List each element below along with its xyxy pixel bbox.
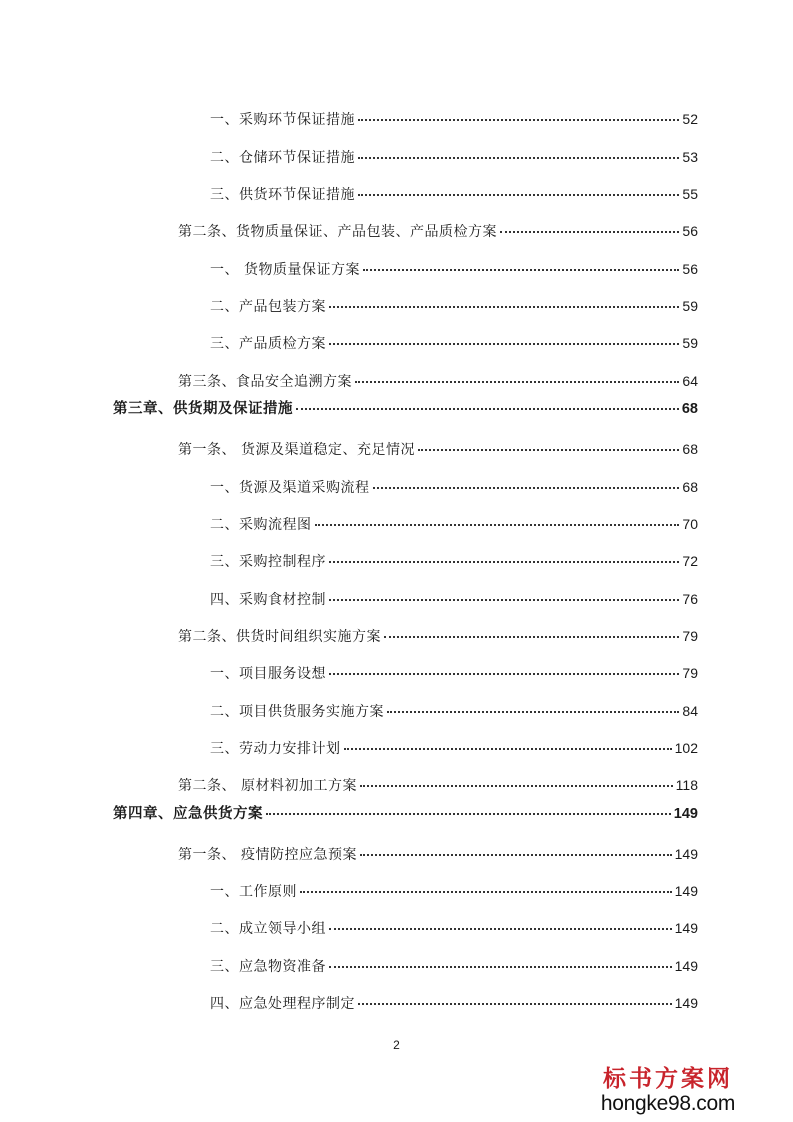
toc-subsection-entry[interactable] — [210, 334, 698, 353]
toc-subsection-entry[interactable] — [210, 478, 698, 497]
toc-dot-leader — [315, 524, 680, 526]
toc-dot-leader — [329, 599, 679, 601]
watermark-name: 标书方案网 — [603, 1065, 733, 1092]
toc-entry-title: 三、产品质检方案 — [210, 336, 326, 352]
toc-entry-title: 二、产品包装方案 — [210, 299, 326, 315]
toc-entry-title: 第一条、 疫情防控应急预案 — [178, 847, 357, 863]
toc-entry-page: 55 — [682, 186, 698, 202]
toc-dot-leader — [360, 785, 673, 787]
toc-subsection-entry[interactable] — [210, 957, 698, 976]
toc-subsection-entry[interactable] — [210, 882, 698, 901]
toc-entry-title: 一、 货物质量保证方案 — [210, 262, 360, 278]
toc-entry-page: 68 — [682, 441, 698, 457]
toc-subsection-entry[interactable] — [210, 590, 698, 609]
toc-entry-title: 一、工作原则 — [210, 884, 297, 900]
toc-entry-page: 149 — [674, 920, 698, 936]
toc-dot-leader — [360, 854, 672, 856]
toc-dot-leader — [500, 231, 679, 233]
toc-dot-leader — [329, 343, 679, 345]
toc-entry-title: 第二条、 原材料初加工方案 — [178, 778, 357, 794]
toc-entry-title: 第三条、食品安全追溯方案 — [178, 374, 352, 390]
toc-chapter-entry[interactable] — [113, 805, 698, 823]
toc-subsection-entry[interactable] — [210, 919, 698, 938]
toc-dot-leader — [329, 306, 679, 308]
toc-section-entry[interactable] — [178, 627, 698, 646]
toc-entry-title: 四、应急处理程序制定 — [210, 996, 355, 1012]
toc-entry-page: 56 — [682, 261, 698, 277]
toc-chapter-entry[interactable] — [113, 400, 698, 418]
toc-entry-title: 二、采购流程图 — [210, 517, 312, 533]
toc-entry-page: 149 — [674, 846, 698, 862]
toc-entry-page: 149 — [674, 995, 698, 1011]
site-watermark — [553, 1066, 783, 1116]
toc-entry-title: 二、仓储环节保证措施 — [210, 150, 355, 166]
toc-subsection-entry[interactable] — [210, 297, 698, 316]
toc-entry-page: 70 — [682, 516, 698, 532]
toc-dot-leader — [296, 408, 679, 410]
toc-entry-page: 68 — [682, 479, 698, 495]
toc-subsection-entry[interactable] — [210, 260, 698, 279]
toc-entry-page: 149 — [674, 958, 698, 974]
toc-dot-leader — [329, 673, 679, 675]
toc-entry-page: 118 — [675, 777, 698, 793]
toc-entry-page: 79 — [682, 665, 698, 681]
toc-dot-leader — [344, 748, 672, 750]
toc-entry-title: 三、应急物资准备 — [210, 959, 326, 975]
toc-dot-leader — [373, 487, 680, 489]
toc-entry-title: 二、成立领导小组 — [210, 921, 326, 937]
page-number: 2 — [393, 1038, 400, 1052]
toc-subsection-entry[interactable] — [210, 552, 698, 571]
toc-section-entry[interactable] — [178, 845, 698, 864]
toc-entry-page: 76 — [682, 591, 698, 607]
toc-entry-title: 一、项目服务设想 — [210, 666, 326, 682]
toc-subsection-entry[interactable] — [210, 515, 698, 534]
toc-entry-title: 二、项目供货服务实施方案 — [210, 704, 384, 720]
toc-entry-page: 72 — [682, 553, 698, 569]
toc-entry-page: 84 — [682, 703, 698, 719]
toc-subsection-entry[interactable] — [210, 110, 698, 129]
toc-dot-leader — [329, 928, 672, 930]
toc-entry-title: 第三章、供货期及保证措施 — [113, 401, 293, 417]
toc-dot-leader — [300, 891, 672, 893]
toc-entry-page: 149 — [674, 883, 698, 899]
toc-entry-title: 三、采购控制程序 — [210, 554, 326, 570]
toc-entry-page: 56 — [682, 223, 698, 239]
toc-section-entry[interactable] — [178, 776, 698, 795]
toc-dot-leader — [363, 269, 679, 271]
toc-dot-leader — [266, 813, 671, 815]
toc-entry-title: 第四章、应急供货方案 — [113, 806, 263, 822]
toc-entry-title: 一、采购环节保证措施 — [210, 112, 355, 128]
watermark-url: hongke98.com — [600, 1092, 736, 1115]
toc-dot-leader — [358, 157, 679, 159]
toc-entry-page: 64 — [682, 373, 698, 389]
toc-subsection-entry[interactable] — [210, 664, 698, 683]
toc-entry-page: 59 — [682, 298, 698, 314]
toc-section-entry[interactable] — [178, 222, 698, 241]
toc-entry-title: 三、供货环节保证措施 — [210, 187, 355, 203]
toc-dot-leader — [384, 636, 679, 638]
toc-entry-title: 四、采购食材控制 — [210, 592, 326, 608]
toc-entry-page: 59 — [682, 335, 698, 351]
toc-section-entry[interactable] — [178, 372, 698, 391]
toc-dot-leader — [355, 381, 679, 383]
toc-dot-leader — [329, 561, 679, 563]
toc-subsection-entry[interactable] — [210, 185, 698, 204]
toc-dot-leader — [329, 966, 672, 968]
toc-dot-leader — [358, 194, 679, 196]
toc-dot-leader — [358, 119, 679, 121]
toc-entry-title: 第一条、 货源及渠道稳定、充足情况 — [178, 442, 415, 458]
toc-entry-title: 第二条、货物质量保证、产品包装、产品质检方案 — [178, 224, 497, 240]
toc-subsection-entry[interactable] — [210, 702, 698, 721]
toc-entry-page: 53 — [682, 149, 698, 165]
toc-entry-title: 三、劳动力安排计划 — [210, 741, 341, 757]
toc-subsection-entry[interactable] — [210, 739, 698, 758]
toc-section-entry[interactable] — [178, 440, 698, 459]
toc-entry-page: 149 — [673, 806, 698, 822]
toc-subsection-entry[interactable] — [210, 994, 698, 1013]
toc-entry-page: 68 — [681, 401, 698, 417]
toc-entry-page: 102 — [674, 740, 698, 756]
toc-dot-leader — [418, 449, 679, 451]
toc-dot-leader — [387, 711, 679, 713]
toc-entry-page: 79 — [682, 628, 698, 644]
toc-entry-title: 第二条、供货时间组织实施方案 — [178, 629, 381, 645]
toc-entry-page: 52 — [682, 111, 698, 127]
toc-subsection-entry[interactable] — [210, 148, 698, 167]
toc-dot-leader — [358, 1003, 672, 1005]
toc-entry-title: 一、货源及渠道采购流程 — [210, 480, 370, 496]
